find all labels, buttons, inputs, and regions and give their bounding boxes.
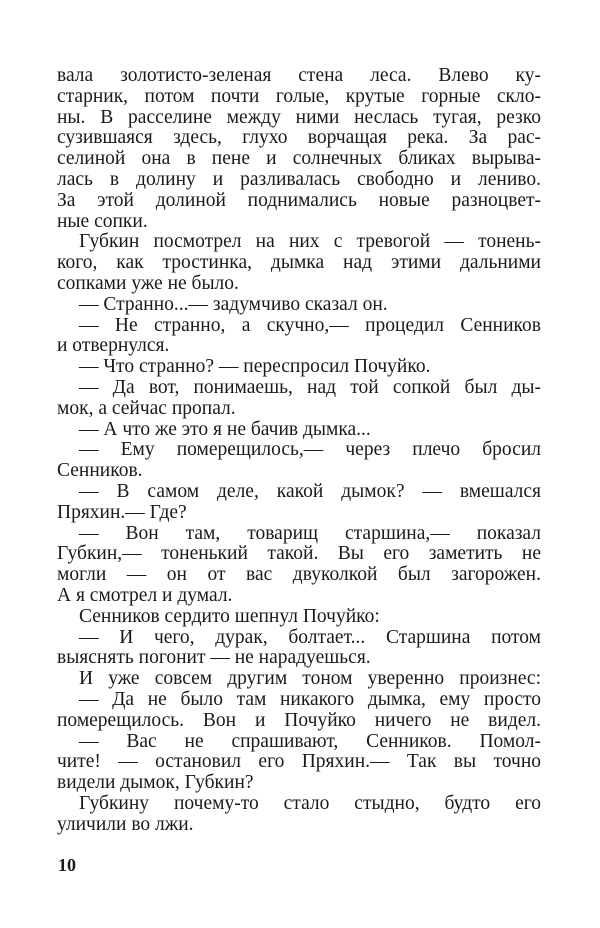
text-line: чите! — остановил его Пряхин.— Так вы точно: [57, 752, 541, 773]
text-line: — Ему померещилось,— через плечо бросил: [79, 440, 541, 461]
page-number: 10: [58, 855, 76, 875]
text-line: И уже совсем другим тоном уверенно произнес:: [79, 669, 541, 690]
text-line: Губкину почему-то стало стыдно, будто его: [79, 793, 541, 814]
text-line: — Странно...— задумчиво сказал он.: [79, 294, 388, 315]
text-line: — В самом деле, какой дымок? — вмешался: [79, 481, 541, 502]
text-line: ные сопки.: [57, 211, 148, 232]
text-line: сузившаяся здесь, глухо ворчащая река. За рас-: [57, 128, 541, 149]
text-line: лась в долину и разливалась свободно и лениво.: [57, 169, 541, 190]
text-line: выяснять погонит — не нарадуешься.: [57, 648, 371, 669]
text-line: могли — он от вас двуколкой был загорожен.: [57, 565, 541, 586]
text-line: За этой долиной поднимались новые разноцвет-: [57, 190, 541, 211]
text-line: померещилось. Вон и Почуйко ничего не видел.: [57, 710, 541, 731]
text-line: старник, потом почти голые, крутые горные скло-: [57, 86, 541, 107]
text-line: кого, как тростинка, дымка над этими дальними: [57, 253, 541, 274]
text-line: селиной она в пене и солнечных бликах вырыва-: [57, 149, 541, 170]
text-line: ны. В расселине между ними неслась тугая, резко: [57, 107, 541, 128]
text-line: — Вас не спрашивают, Сенников. Помол-: [79, 731, 541, 752]
text-line: сопками уже не было.: [57, 273, 239, 294]
page-body-text: [57, 66, 541, 835]
text-line: уличили во лжи.: [57, 814, 194, 835]
text-line: Губкин посмотрел на них с тревогой — тонень-: [79, 232, 541, 253]
text-line: — Не странно, а скучно,— процедил Сенников: [79, 315, 541, 336]
text-line: Сенников.: [57, 461, 143, 482]
text-line: — Да не было там никакого дымка, ему просто: [79, 689, 541, 710]
text-line: А я смотрел и думал.: [57, 585, 233, 606]
text-line: — Да вот, понимаешь, над той сопкой был ды-: [79, 377, 541, 398]
text-line: — Вон там, товарищ старшина,— показал: [79, 523, 541, 544]
text-line: Сенников сердито шепнул Почуйко:: [79, 606, 380, 627]
text-line: — Что странно? — переспросил Почуйко.: [79, 357, 431, 378]
text-line: и отвернулся.: [57, 336, 170, 357]
text-line: Пряхин.— Где?: [57, 502, 187, 523]
text-line: видели дымок, Губкин?: [57, 773, 254, 794]
text-line: Губкин,— тоненький такой. Вы его заметить не: [57, 544, 541, 565]
text-line: — И чего, дурак, болтает... Старшина потом: [79, 627, 541, 648]
text-line: вала золотисто-зеленая стена леса. Влево ку-: [57, 66, 541, 86]
text-line: мок, а сейчас пропал.: [57, 398, 236, 419]
text-line: — А что же это я не бачив дымка...: [79, 419, 371, 440]
